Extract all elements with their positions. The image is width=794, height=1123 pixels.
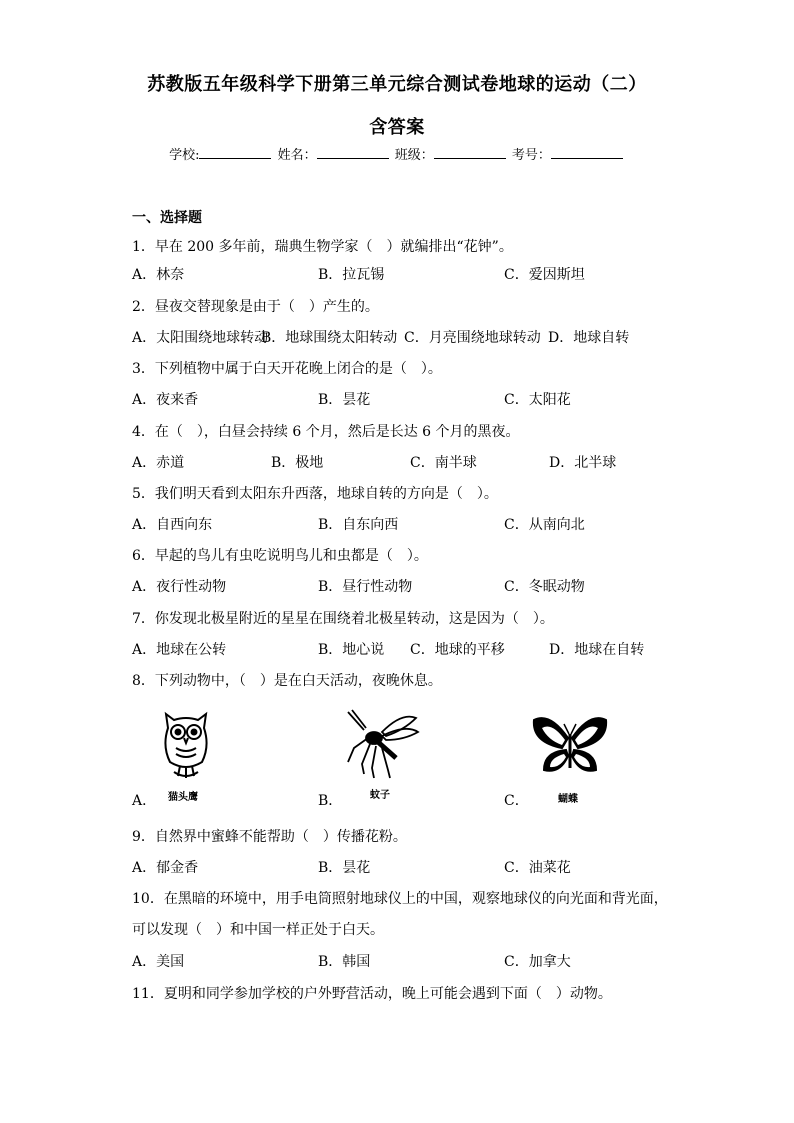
page-title: 苏教版五年级科学下册第三单元综合测试卷地球的运动（二） <box>147 74 647 95</box>
option-a[interactable]: A．夜行性动物 <box>132 579 227 595</box>
option-b[interactable]: B．极地 <box>271 455 324 471</box>
question-text: 3．下列植物中属于白天开花晚上闭合的是（ ）。 <box>132 361 442 377</box>
options-row <box>132 857 692 879</box>
option-a[interactable]: A．自西向东 <box>132 517 213 533</box>
question-text: 2．昼夜交替现象是由于（ ）产生的。 <box>132 299 379 315</box>
question-text: 10．在黑暗的环境中，用手电筒照射地球仪上的中国，观察地球仪的向光面和背光面， <box>132 891 668 907</box>
options-row <box>132 327 692 349</box>
number-blank[interactable] <box>551 146 623 159</box>
option-b[interactable]: B．地心说 <box>318 642 385 658</box>
name-blank[interactable] <box>317 146 389 159</box>
question-text: 11．夏明和同学参加学校的户外野营活动，晚上可能会遇到下面（ ）动物。 <box>132 986 612 1002</box>
question-text: 9．自然界中蜜蜂不能帮助（ ）传播花粉。 <box>132 829 407 845</box>
option-c-caption: 蝴蝶 <box>558 794 578 805</box>
option-c[interactable]: C．爱因斯坦 <box>504 267 585 283</box>
option-a-caption: 猫头鹰 <box>168 792 198 803</box>
option-b[interactable]: B．昙花 <box>318 392 371 408</box>
option-c[interactable]: C．油菜花 <box>504 860 571 876</box>
option-c[interactable] <box>504 706 644 812</box>
option-c[interactable]: C．地球的平移 <box>410 642 505 658</box>
option-a[interactable]: A．夜来香 <box>132 392 199 408</box>
option-c[interactable]: C．冬眠动物 <box>504 579 585 595</box>
option-c[interactable]: C．加拿大 <box>504 954 571 970</box>
mosquito-icon <box>342 708 422 780</box>
option-a[interactable]: A．地球在公转 <box>132 642 227 658</box>
option-b[interactable]: B．昼行性动物 <box>318 579 413 595</box>
option-b[interactable]: B．韩国 <box>318 954 371 970</box>
question-text: 5．我们明天看到太阳东升西落，地球自转的方向是（ ）。 <box>132 486 498 502</box>
option-c-label: C． <box>504 793 529 809</box>
options-row <box>132 951 692 973</box>
option-b[interactable] <box>318 706 458 812</box>
school-label: 学校: <box>169 148 200 163</box>
option-b[interactable]: B．拉瓦锡 <box>318 267 385 283</box>
name-label: 姓名： <box>277 148 317 163</box>
question-text: 8．下列动物中，（ ）是在白天活动，夜晚休息。 <box>132 673 442 689</box>
option-c[interactable]: C．月亮围绕地球转动 <box>404 330 541 346</box>
option-a[interactable]: A．美国 <box>132 954 185 970</box>
question-text: 1．早在 200 多年前，瑞典生物学家（ ）就编排出“花钟”。 <box>132 239 513 255</box>
options-row <box>132 576 692 598</box>
option-a-label: A． <box>132 793 157 809</box>
option-b[interactable]: B．自东向西 <box>318 517 399 533</box>
options-row <box>132 264 692 286</box>
option-a[interactable]: A．林奈 <box>132 267 185 283</box>
owl-icon <box>158 706 214 782</box>
options-row <box>132 639 692 661</box>
class-blank[interactable] <box>434 146 506 159</box>
option-c[interactable]: C．太阳花 <box>504 392 571 408</box>
question-text: 6．早起的鸟儿有虫吃说明鸟儿和虫都是（ ）。 <box>132 548 428 564</box>
options-row <box>132 452 692 474</box>
class-label: 班级： <box>394 148 434 163</box>
option-a[interactable]: A．郁金香 <box>132 860 199 876</box>
option-a[interactable]: A．赤道 <box>132 455 185 471</box>
option-c[interactable]: C．南半球 <box>410 455 477 471</box>
option-d[interactable]: D．地球在自转 <box>549 642 645 658</box>
student-info-line <box>0 144 794 163</box>
option-c[interactable]: C．从南向北 <box>504 517 585 533</box>
page-subtitle: 含答案 <box>369 117 425 138</box>
options-row <box>132 389 692 411</box>
option-a[interactable] <box>132 706 272 812</box>
image-options-row <box>132 706 692 812</box>
option-b[interactable]: B．地球围绕太阳转动 <box>261 330 398 346</box>
option-b-label: B． <box>318 793 343 809</box>
option-d[interactable]: D．北半球 <box>549 455 617 471</box>
question-text-continued: 可以发现（ ）和中国一样正处于白天。 <box>132 922 384 938</box>
option-b[interactable]: B．昙花 <box>318 860 371 876</box>
option-d[interactable]: D．地球自转 <box>548 330 630 346</box>
butterfly-icon <box>530 712 610 782</box>
question-text: 4．在（ ），白昼会持续 6 个月，然后是长达 6 个月的黑夜。 <box>132 424 520 440</box>
question-text: 7．你发现北极星附近的星星在围绕着北极星转动，这是因为（ ）。 <box>132 611 554 627</box>
number-label: 考号： <box>511 148 551 163</box>
school-blank[interactable] <box>199 146 271 159</box>
option-b-caption: 蚊子 <box>370 790 390 801</box>
section-title: 一、选择题 <box>132 210 202 226</box>
options-row <box>132 514 692 536</box>
option-a[interactable]: A．太阳围绕地球转动 <box>132 330 269 346</box>
